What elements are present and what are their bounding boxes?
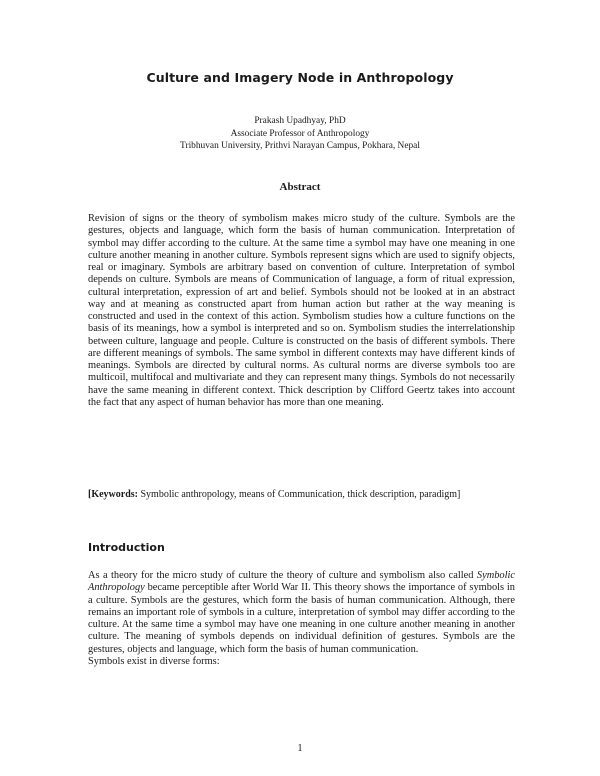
abstract-heading: Abstract (279, 181, 321, 193)
keywords-text: Symbolic anthropology, means of Communication, thick description, paradigm] (138, 489, 461, 500)
introduction-heading: Introduction (88, 541, 165, 554)
page-number: 1 (297, 743, 303, 754)
introduction-text (88, 570, 515, 668)
keywords-label: [Keywords: (88, 489, 138, 500)
introduction-text-start: As a theory for the micro study of culture the theory of culture and symbolism also called (88, 570, 477, 581)
author-affiliation: Tribhuvan University, Prithvi Narayan Campus, Pokhara, Nepal (180, 141, 420, 151)
author-position: Associate Professor of Anthropology (230, 128, 370, 139)
keywords (88, 488, 528, 501)
introduction-last-line: Symbols exist in diverse forms: (88, 655, 220, 667)
author-name: Prakash Upadhyay, PhD (254, 116, 346, 126)
introduction-text-rest: became perceptible after World War II. This theory shows the importance of symbols in a culture. Symbols are the gestures, which form the basis of human communication. Although, there remains an important role of symbols in a culture, interpretation of symbol may differ according to the culture. At the same time a symbol may have one meaning in one culture another meaning in another culture. The meaning of symbols depends on individual definition of gestures. Symbols are the gestures, objects and language, which form the basis of human communication. (88, 582, 515, 655)
abstract-text: Revision of signs or the theory of symbolism makes micro study of the culture. Symbols are the gestures, objects and language, which form the basis of human communication. Interpretation of symbol may differ according to the culture. At the same time a symbol may have one meaning in one culture another meaning in another culture. Symbols represent signs which are used to signify objects, real or imaginary. Symbols are arbitrary based on convention of culture. Interpretation of symbol depends on culture. Symbols are means of Communication of language, a form of ritual expression, cultural interpretation, expression of art and belief. Symbols should not be looked at in an abstract way and at meaning as constructed apart from human action but rather at the way meaning is constructed and used in the context of this action. Symbolism studies how a culture functions on the basis of its meanings, how a symbol is interpreted and so on. Symbolism studies the interrelationship between culture, language and people. Culture is constructed on the basis of different symbols. There are different meanings of symbols. The same symbol in different contexts may have different kinds of meanings. Symbols are directed by cultural norms. As cultural norms are diverse symbols too are multicoil, multifocal and multivariate and they can represent many things. Symbols do not necessarily have the same meaning in different context. Thick description by Clifford Geertz takes into account the fact that any aspect of human behavior has more than one meaning. (88, 213, 515, 408)
author-block (0, 115, 600, 153)
introduction-italic-term: Symbolic Anthropology (88, 570, 515, 594)
paper-title: Culture and Imagery Node in Anthropology (146, 70, 454, 85)
